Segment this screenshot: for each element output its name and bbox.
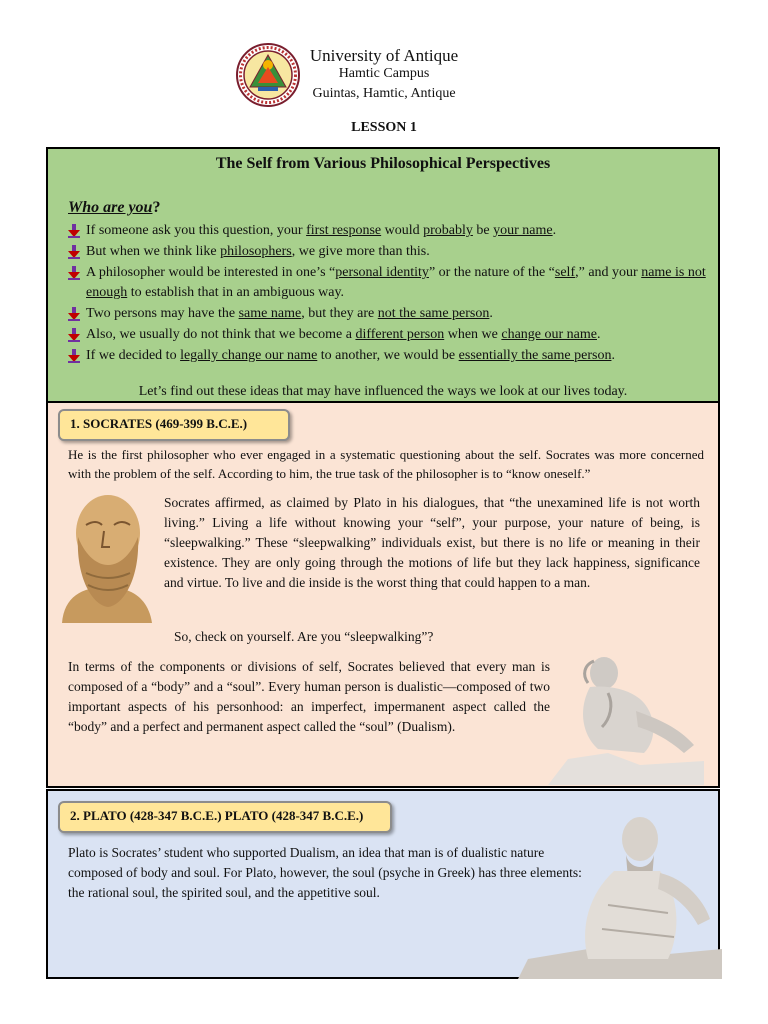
- underlined-keyword: personal identity: [335, 265, 429, 280]
- plato-dualism-paragraph: Plato is Socrates’ student who supported Dualism, an idea that man is of dualistic nature composed of body and soul. For Plato, however, the soul (psyche in Greek) has three elements: the rational soul, the spirited soul, and the appetitive soul.: [68, 845, 582, 900]
- bullet-text: If we decided to: [86, 348, 181, 363]
- underlined-keyword: self: [554, 265, 576, 280]
- socrates-bust-image: [52, 487, 160, 623]
- down-arrow-bullet-icon: [68, 328, 80, 342]
- socrates-panel: [46, 401, 720, 788]
- bullet-text: would: [381, 223, 424, 238]
- bullet-text: Two persons may have the: [86, 306, 239, 321]
- sleepwalking-question: So, check on yourself. Are you “sleepwalking”?: [174, 629, 434, 644]
- bullet-text: But when we think like: [86, 244, 221, 259]
- question-mark: ?: [152, 199, 161, 216]
- bullet-text: be: [472, 223, 494, 238]
- socrates-dualism-paragraph: In terms of the components or divisions of self, Socrates believed that every man is composed of a “body” and a “soul”. Every human person is dualistic—composed of two important aspects of his personhood: an imperfect, impermanent aspect called the “body” and a perfect and permanent aspect called the “soul” (Dualism).: [68, 659, 550, 734]
- underlined-keyword: not the same person: [377, 306, 490, 321]
- bullet-text: A philosopher would be interested in one’s “: [86, 265, 336, 280]
- underlined-keyword: same name: [238, 306, 302, 321]
- bullet-text: .: [552, 223, 557, 238]
- intro-panel: [46, 147, 720, 403]
- plato-statue-image: [518, 809, 722, 979]
- who-are-you-heading: [68, 199, 160, 217]
- underlined-keyword: change our name: [501, 327, 597, 342]
- underlined-keyword: name is not enough: [86, 265, 706, 300]
- underlined-keyword: essentially the same person: [458, 348, 612, 363]
- university-logo: [236, 43, 300, 107]
- down-arrow-bullet-icon: [68, 307, 80, 321]
- intro-bullet: [68, 304, 708, 324]
- underlined-keyword: legally change our name: [180, 348, 318, 363]
- down-arrow-bullet-icon: [68, 349, 80, 363]
- plato-panel: [46, 789, 720, 979]
- bullet-text: when we: [444, 327, 502, 342]
- lesson-title: The Self from Various Philosophical Perspectives: [215, 155, 551, 172]
- question-text: Who are you: [68, 199, 153, 216]
- underlined-keyword: probably: [423, 223, 473, 238]
- underlined-keyword: philosophers: [220, 244, 292, 259]
- bullet-text: ,” and your: [575, 265, 642, 280]
- bullet-text: , but they are: [301, 306, 378, 321]
- bullet-text: .: [611, 348, 615, 363]
- intro-bullet: [68, 325, 708, 345]
- plato-heading: 2. PLATO (428-347 B.C.E.) PLATO (428-347 B.C.E.): [58, 801, 392, 833]
- bullet-text: Also, we usually do not think that we become a: [86, 327, 356, 342]
- bullet-text: , we give more than this.: [291, 244, 430, 259]
- intro-footer: Let’s find out these ideas that may have influenced the ways we look at our lives today.: [138, 384, 628, 399]
- underlined-keyword: first response: [306, 223, 382, 238]
- lesson-number: LESSON 1: [351, 120, 417, 135]
- intro-bullet: [68, 242, 708, 262]
- thinker-statue-image: [548, 649, 704, 785]
- bullet-text: to establish that in an ambiguous way.: [127, 285, 345, 300]
- campus-address: Guintas, Hamtic, Antique: [312, 86, 456, 101]
- socrates-unexamined-life-paragraph: Socrates affirmed, as claimed by Plato in his dialogues, that “the unexamined life is not worth living.” Living a life without knowing your “self”, your purpose, your nature of being, is “sleepwalking.” These “sleepwalking” individuals exist, but there is no life or meaning in their existence. They are only going through the motions of life but they lack happiness, significance and virtue. To live and die inside is the worst thing that could happen to a man.: [164, 495, 700, 590]
- university-name: University of Antique: [309, 46, 459, 65]
- bullet-text: .: [597, 327, 601, 342]
- university-seal-icon: [236, 43, 300, 107]
- bullet-text: .: [489, 306, 493, 321]
- underlined-keyword: your name: [493, 223, 553, 238]
- campus-name: Hamtic Campus: [338, 66, 430, 81]
- down-arrow-bullet-icon: [68, 266, 80, 280]
- down-arrow-bullet-icon: [68, 245, 80, 259]
- bullet-text: If someone ask you this question, your: [86, 223, 307, 238]
- intro-bullet: [68, 263, 708, 303]
- underlined-keyword: different person: [355, 327, 445, 342]
- socrates-intro-paragraph: He is the first philosopher who ever engaged in a systematic questioning about the self. Socrates was more concerned with the problem of the self. According to him, the true task of the philosopher is to “know oneself.”: [68, 447, 704, 481]
- intro-bullet: [68, 346, 708, 366]
- socrates-heading: 1. SOCRATES (469-399 B.C.E.): [58, 409, 290, 441]
- bullet-text: to another, we would be: [317, 348, 459, 363]
- intro-bullet: [68, 221, 708, 241]
- intro-bullet-list: [68, 221, 708, 367]
- down-arrow-bullet-icon: [68, 224, 80, 238]
- bullet-text: ” or the nature of the “: [428, 265, 555, 280]
